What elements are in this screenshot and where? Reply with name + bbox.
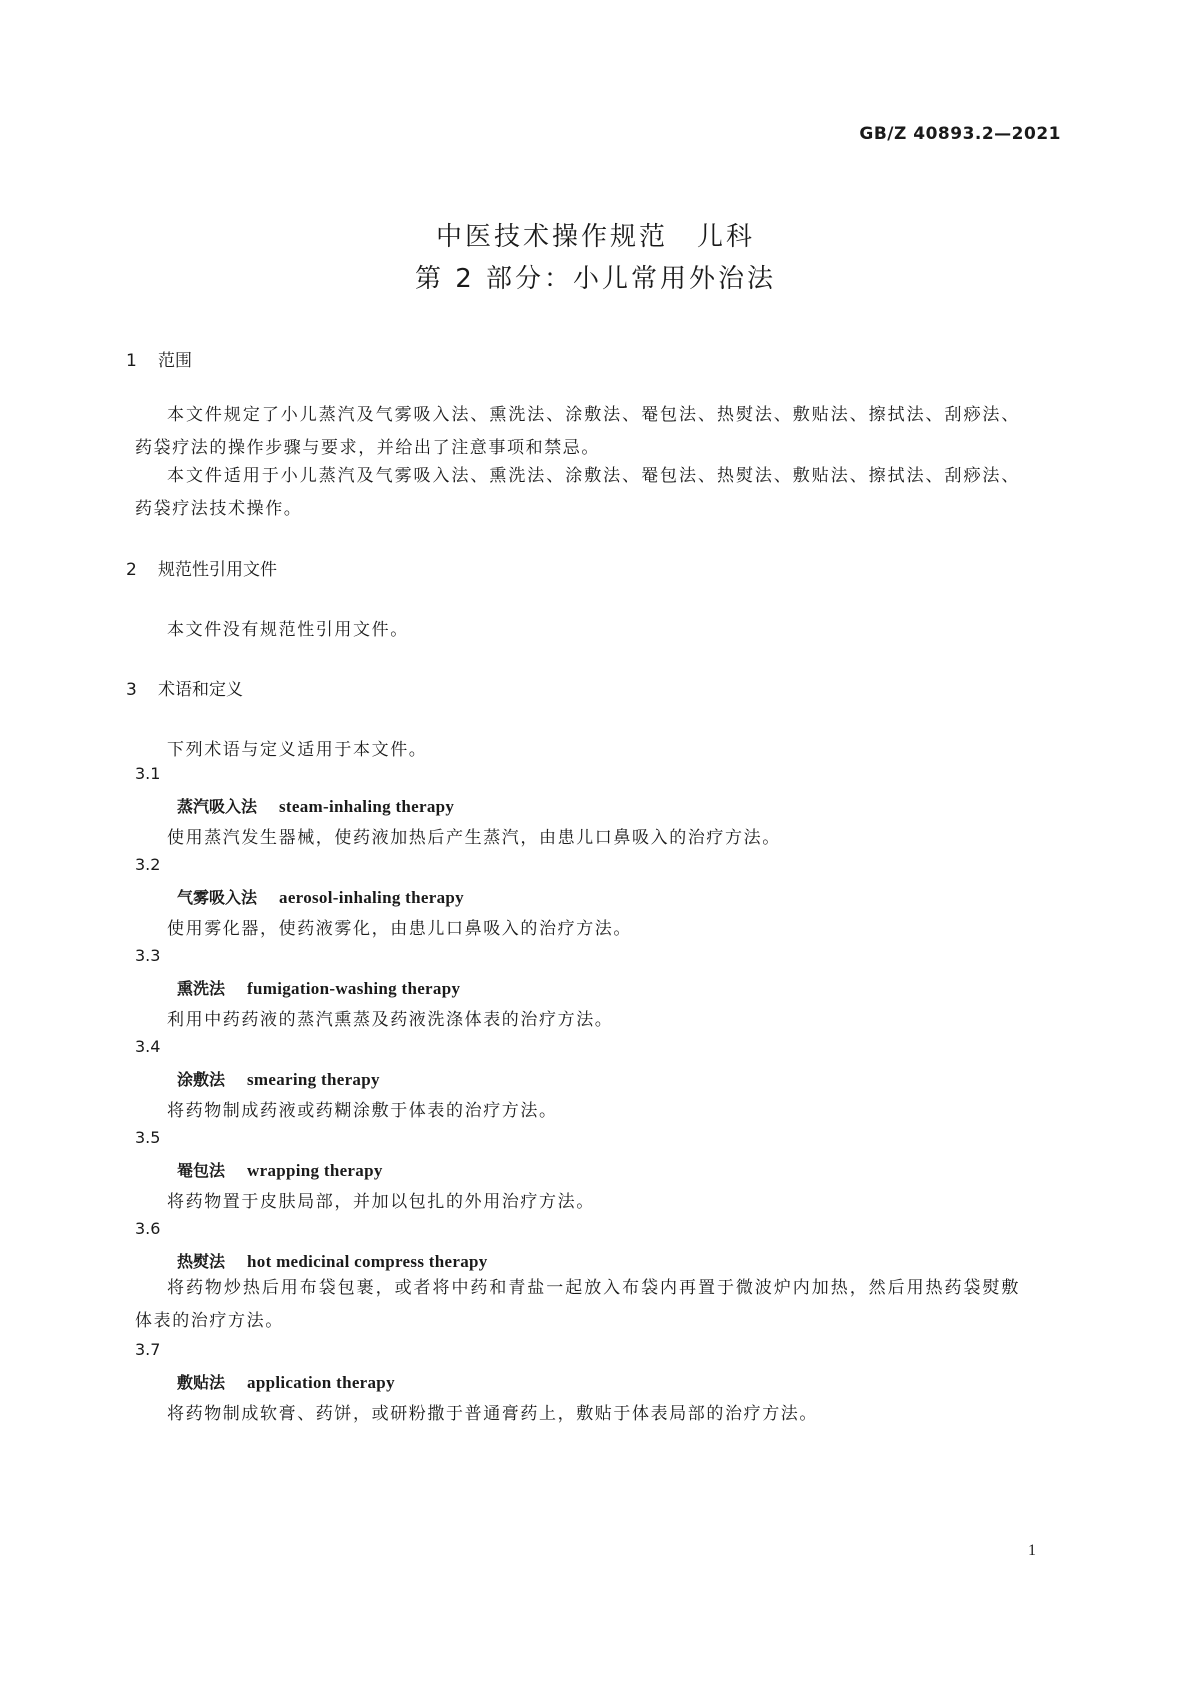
term-en: fumigation-washing therapy — [247, 979, 461, 998]
page-number: 1 — [1028, 1542, 1036, 1559]
term-en: wrapping therapy — [247, 1161, 383, 1180]
term-en: aerosol-inhaling therapy — [279, 888, 464, 907]
term-heading — [177, 885, 464, 908]
title-line-2: 第 2 部分：小儿常用外治法 — [414, 264, 777, 294]
term-zh: 蒸汽吸入法 — [177, 797, 258, 816]
term-definition: 利用中药药液的蒸汽熏蒸及药液洗涤体表的治疗方法。 — [167, 1010, 614, 1030]
section-number: 3 — [126, 680, 137, 700]
section-title: 范围 — [158, 351, 192, 371]
section-title: 术语和定义 — [158, 680, 243, 700]
term-definition: 将药物制成药液或药糊涂敷于体表的治疗方法。 — [167, 1101, 558, 1121]
term-heading — [177, 1249, 488, 1272]
section-number: 2 — [126, 560, 137, 580]
term-definition: 将药物置于皮肤局部，并加以包扎的外用治疗方法。 — [167, 1192, 595, 1212]
title-line-1: 中医技术操作规范 儿科 — [435, 222, 755, 252]
term-heading — [177, 794, 454, 817]
term-heading — [177, 1067, 380, 1090]
term-zh: 气雾吸入法 — [177, 888, 258, 907]
paragraph-terms-intro: 下列术语与定义适用于本文件。 — [167, 740, 428, 760]
paragraph-normative-refs: 本文件没有规范性引用文件。 — [167, 620, 409, 640]
term-number: 3.1 — [135, 764, 161, 783]
section-title: 规范性引用文件 — [158, 560, 277, 580]
term-en: smearing therapy — [247, 1070, 380, 1089]
term-heading — [177, 1370, 395, 1393]
term-zh: 罨包法 — [177, 1161, 226, 1180]
term-zh: 热熨法 — [177, 1252, 226, 1271]
term-zh: 敷贴法 — [177, 1373, 226, 1392]
term-zh: 涂敷法 — [177, 1070, 226, 1089]
term-number: 3.5 — [135, 1128, 161, 1147]
term-number: 3.7 — [135, 1340, 161, 1359]
term-en: steam-inhaling therapy — [279, 797, 455, 816]
document-code: GB/Z 40893.2—2021 — [859, 124, 1061, 144]
section-heading-2 — [126, 555, 277, 580]
term-definition: 将药物制成软膏、药饼，或研粉撒于普通膏药上，敷贴于体表局部的治疗方法。 — [167, 1404, 818, 1424]
section-heading-3 — [126, 675, 243, 700]
term-number: 3.3 — [135, 946, 161, 965]
term-definition: 使用蒸汽发生器械，使药液加热后产生蒸汽，由患儿口鼻吸入的治疗方法。 — [167, 828, 781, 848]
term-definition: 将药物炒热后用布袋包裹，或者将中药和青盐一起放入布袋内再置于微波炉内加热，然后用热药袋熨敷体表的治疗方法。 — [135, 1278, 1020, 1331]
term-en: application therapy — [247, 1373, 395, 1392]
term-number: 3.4 — [135, 1037, 161, 1056]
term-heading — [177, 1158, 383, 1181]
paragraph-scope-2: 本文件适用于小儿蒸汽及气雾吸入法、熏洗法、涂敷法、罨包法、热熨法、敷贴法、擦拭法、刮痧法、药袋疗法技术操作。 — [135, 466, 1020, 519]
section-number: 1 — [126, 351, 137, 371]
term-heading — [177, 976, 460, 999]
section-heading-1 — [126, 346, 192, 371]
paragraph-scope-1: 本文件规定了小儿蒸汽及气雾吸入法、熏洗法、涂敷法、罨包法、热熨法、敷贴法、擦拭法、刮痧法、药袋疗法的操作步骤与要求，并给出了注意事项和禁忌。 — [135, 405, 1020, 458]
term-number: 3.2 — [135, 855, 161, 874]
term-zh: 熏洗法 — [177, 979, 226, 998]
term-en: hot medicinal compress therapy — [247, 1252, 488, 1271]
term-definition: 使用雾化器，使药液雾化，由患儿口鼻吸入的治疗方法。 — [167, 919, 632, 939]
term-number: 3.6 — [135, 1219, 161, 1238]
